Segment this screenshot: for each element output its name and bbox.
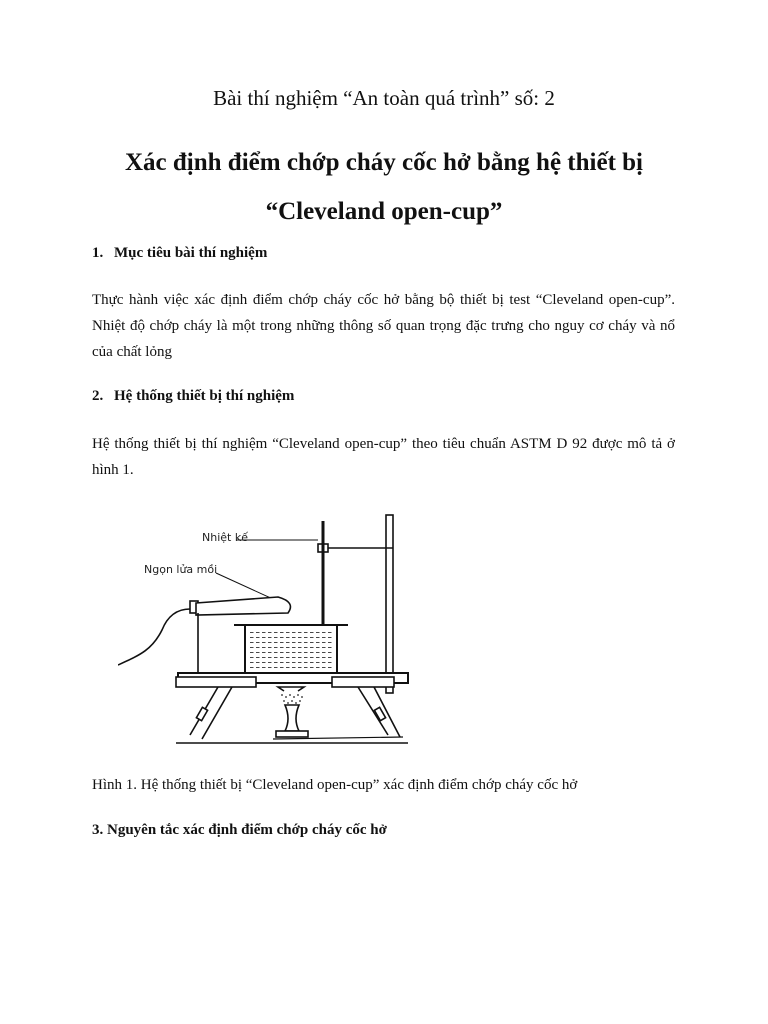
main-burner-head [278, 687, 304, 691]
leg-right-joint [374, 707, 385, 720]
gas-hose [118, 609, 190, 665]
main-burner-base [276, 731, 308, 737]
section-2-number: 2. [92, 388, 104, 404]
cup-liquid [248, 629, 334, 670]
section-2-title: Hệ thống thiết bị thí nghiệm [114, 388, 295, 404]
main-burner-body [285, 705, 299, 731]
plate-left-block [176, 677, 256, 687]
leg-left-joint [196, 707, 207, 720]
apparatus-figure [118, 505, 430, 755]
section-1-title: Mục tiêu bài thí nghiệm [114, 245, 268, 261]
section-2-heading [92, 388, 294, 405]
title-line-1: Xác định điểm chớp cháy cốc hở bằng hệ thiết bị [124, 149, 644, 176]
figure-caption: Hình 1. Hệ thống thiết bị “Cleveland open-cup” xác định điểm chớp cháy cốc hở [92, 777, 578, 793]
section-3-number: 3. [92, 822, 104, 838]
support-rod [386, 515, 393, 693]
document-title [60, 138, 708, 236]
section-3-title: Nguyên tắc xác định điểm chớp cháy cốc hở [107, 822, 387, 838]
section-2-text: Hệ thống thiết bị thí nghiệm “Cleveland open-cup” theo tiêu chuẩn ASTM D 92 được mô tả ở hình 1. [92, 436, 675, 478]
apparatus-drawing [118, 505, 430, 755]
section-1-number: 1. [92, 245, 104, 261]
pilot-flame-label: Ngọn lửa mồi [144, 563, 218, 576]
leg-left [190, 687, 232, 739]
pilot-burner-tube [196, 597, 290, 615]
thermometer-label: Nhiệt kế [202, 531, 248, 544]
plate-right-block [332, 677, 394, 687]
section-3-heading [92, 822, 387, 839]
section-1-text: Thực hành việc xác định điểm chớp cháy cốc hở bằng bộ thiết bị test “Cleveland open-cup”. Nhiệt độ chớp cháy là một trong những thông số quan trọng đặc trưng cho nguy cơ cháy và nổ của chất lỏng [92, 292, 675, 360]
section-1-heading [92, 245, 267, 262]
document-subtitle: Bài thí nghiệm “An toàn quá trình” số: 2 [213, 86, 555, 110]
title-line-2: “Cleveland open-cup” [265, 198, 503, 225]
burner-flame [281, 694, 303, 704]
